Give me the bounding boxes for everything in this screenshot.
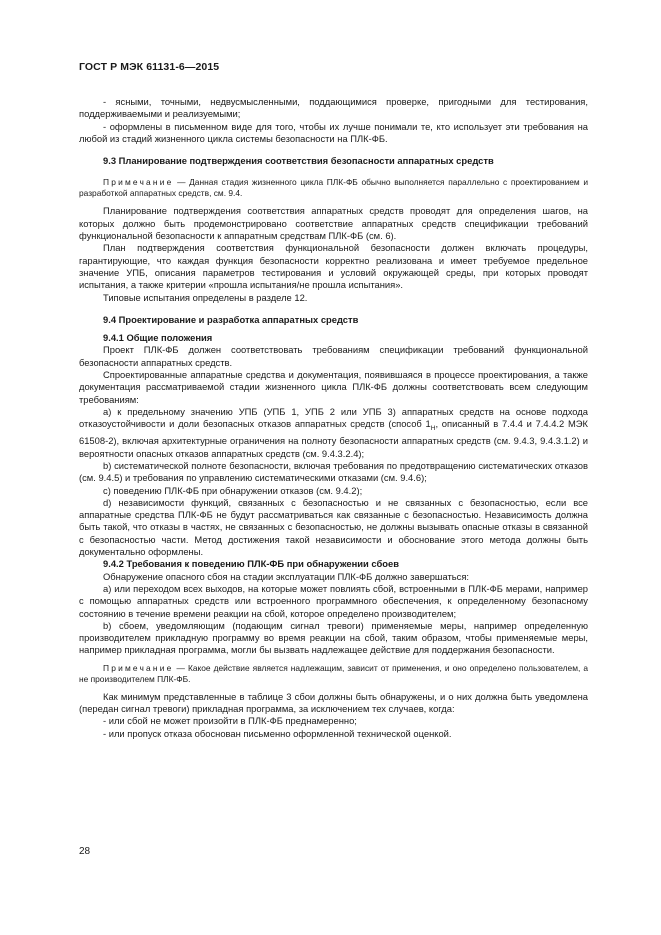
section-heading-9-4: 9.4 Проектирование и разработка аппаратных средств	[103, 313, 359, 325]
note-label: Примечание	[103, 177, 174, 188]
section-heading-9-3: 9.3 Планирование подтверждения соответствия безопасности аппаратных средств	[103, 155, 494, 167]
paragraph: - оформлены в письменном виде для того, чтобы их лучше понимали те, кто использует эти требования на любой из стадий жизненного цикла системы безопасности на ПЛК-ФБ.	[79, 120, 588, 144]
paragraph: Спроектированные аппаратные средства и документация, появившаяся в процессе проектирования, а также документация рассматриваемой стадии жизненного цикла ПЛК-ФБ должны соответствовать всем следующим требованиям:	[79, 369, 588, 405]
note-text: — Какое действие является надлежащим, зависит от применения, и оно определено пользователем, а не производителем ПЛК-ФБ.	[79, 662, 588, 684]
note	[79, 177, 588, 199]
list-item: a) или переходом всех выходов, на которые может повлиять сбой, встроенными в ПЛК-ФБ мерами, например с помощью аппаратных средств или встроенного программного обеспечения, к определенному безопасному состоянию в течение времени реакции на сбой, которое определено производителем;	[79, 582, 588, 619]
document-body	[79, 96, 588, 740]
paragraph: Планирование подтверждения соответствия аппаратных средств проводят для определения шагов, на которых должно быть продемонстрировано соответствие аппаратных средств спецификации требований функциональной безопасности к аппаратным средствам ПЛК-ФБ (см. 6).	[79, 205, 588, 242]
page-number: 28	[79, 846, 91, 857]
subsection-heading-9-4-1: 9.4.1 Общие положения	[103, 332, 213, 344]
paragraph: Проект ПЛК-ФБ должен соответствовать требованиям спецификации требований функциональной безопасности аппаратных средств.	[79, 344, 588, 368]
paragraph: - ясными, точными, недвусмысленными, поддающимися проверке, пригодными для тестирования, поддерживаемыми и реализуемыми;	[79, 96, 588, 120]
list-item: b) систематической полноте безопасности, включая требования по предотвращению систематических отказов (см. 9.4.5) и требования по управлению систематическими отказами (см. 9.4.6);	[79, 460, 588, 484]
list-item: - или пропуск отказа обоснован письменно оформленной технической оценкой.	[103, 727, 452, 739]
list-item: b) сбоем, уведомляющим (подающим сигнал тревоги) применяемые меры, например определенную производителем прикладную программу во время реакции на сбой, таким образом, чтобы применяемые меры, например прикладная программа, могли бы вызвать надлежащее действие для поддержания безопасности.	[79, 619, 588, 656]
list-item: d) независимости функций, связанных с безопасностью и не связанных с безопасностью, если все аппаратные средства ПЛК-ФБ не будут рассматриваться как связанные с безопасностью. Независимость должна быть такой, что отказы в частях, не связанных с безопасностью, не должны вызывать опасные отказы в связанной с безопасностью части. Метод достижения такой независимости и обоснование этого метода должны быть документально оформлены.	[79, 496, 588, 558]
paragraph: Обнаружение опасного сбоя на стадии эксплуатации ПЛК-ФБ должно завершаться:	[103, 570, 470, 582]
list-item: a) к предельному значению УПБ (УПБ 1, УПБ 2 или УПБ 3) аппаратных средств на основе подхода отказоустойчивости и доли безопасных отказов аппаратных средств (способ $1_H$, описанный в 7.4.4 и 7.4.4.2 МЭК 61508-2), включая архитектурные ограничения на полноту безопасности аппаратных средств (см. 9.4.3, 9.4.3.1.2) и вероятности опасных отказов аппаратных средств (см. 9.4.3.2.4);	[79, 405, 588, 459]
note-text: — Данная стадия жизненного цикла ПЛК-ФБ обычно выполняется параллельно с проектированием и разработкой аппаратных средств, см. 9.4.	[79, 177, 588, 199]
document-header: ГОСТ Р МЭК 61131-6—2015	[79, 61, 220, 73]
note	[79, 663, 588, 685]
paragraph: Как минимум представленные в таблице 3 сбои должны быть обнаружены, и о них должна быть уведомлена (передан сигнал тревоги) прикладная программа, за исключением тех случаев, когда:	[79, 690, 588, 715]
list-item: - или сбой не может произойти в ПЛК-ФБ преднамеренно;	[103, 715, 357, 727]
paragraph: План подтверждения соответствия функциональной безопасности должен включать процедуры, гарантирующие, что каждая функция безопасности корректно реализована и имеет требуемое предельное значение УПБ, описания параметров тестирования и условий окружающей среды, при которых проводят испытания, а также критерии «прошла испытания/не прошла испытания».	[79, 242, 588, 291]
paragraph: Типовые испытания определены в разделе 12.	[103, 291, 308, 303]
note-label: Примечание	[103, 662, 174, 673]
list-item: c) поведению ПЛК-ФБ при обнаружении отказов (см. 9.4.2);	[103, 484, 363, 496]
subsection-heading-9-4-2: 9.4.2 Требования к поведению ПЛК-ФБ при обнаружении сбоев	[103, 558, 399, 570]
